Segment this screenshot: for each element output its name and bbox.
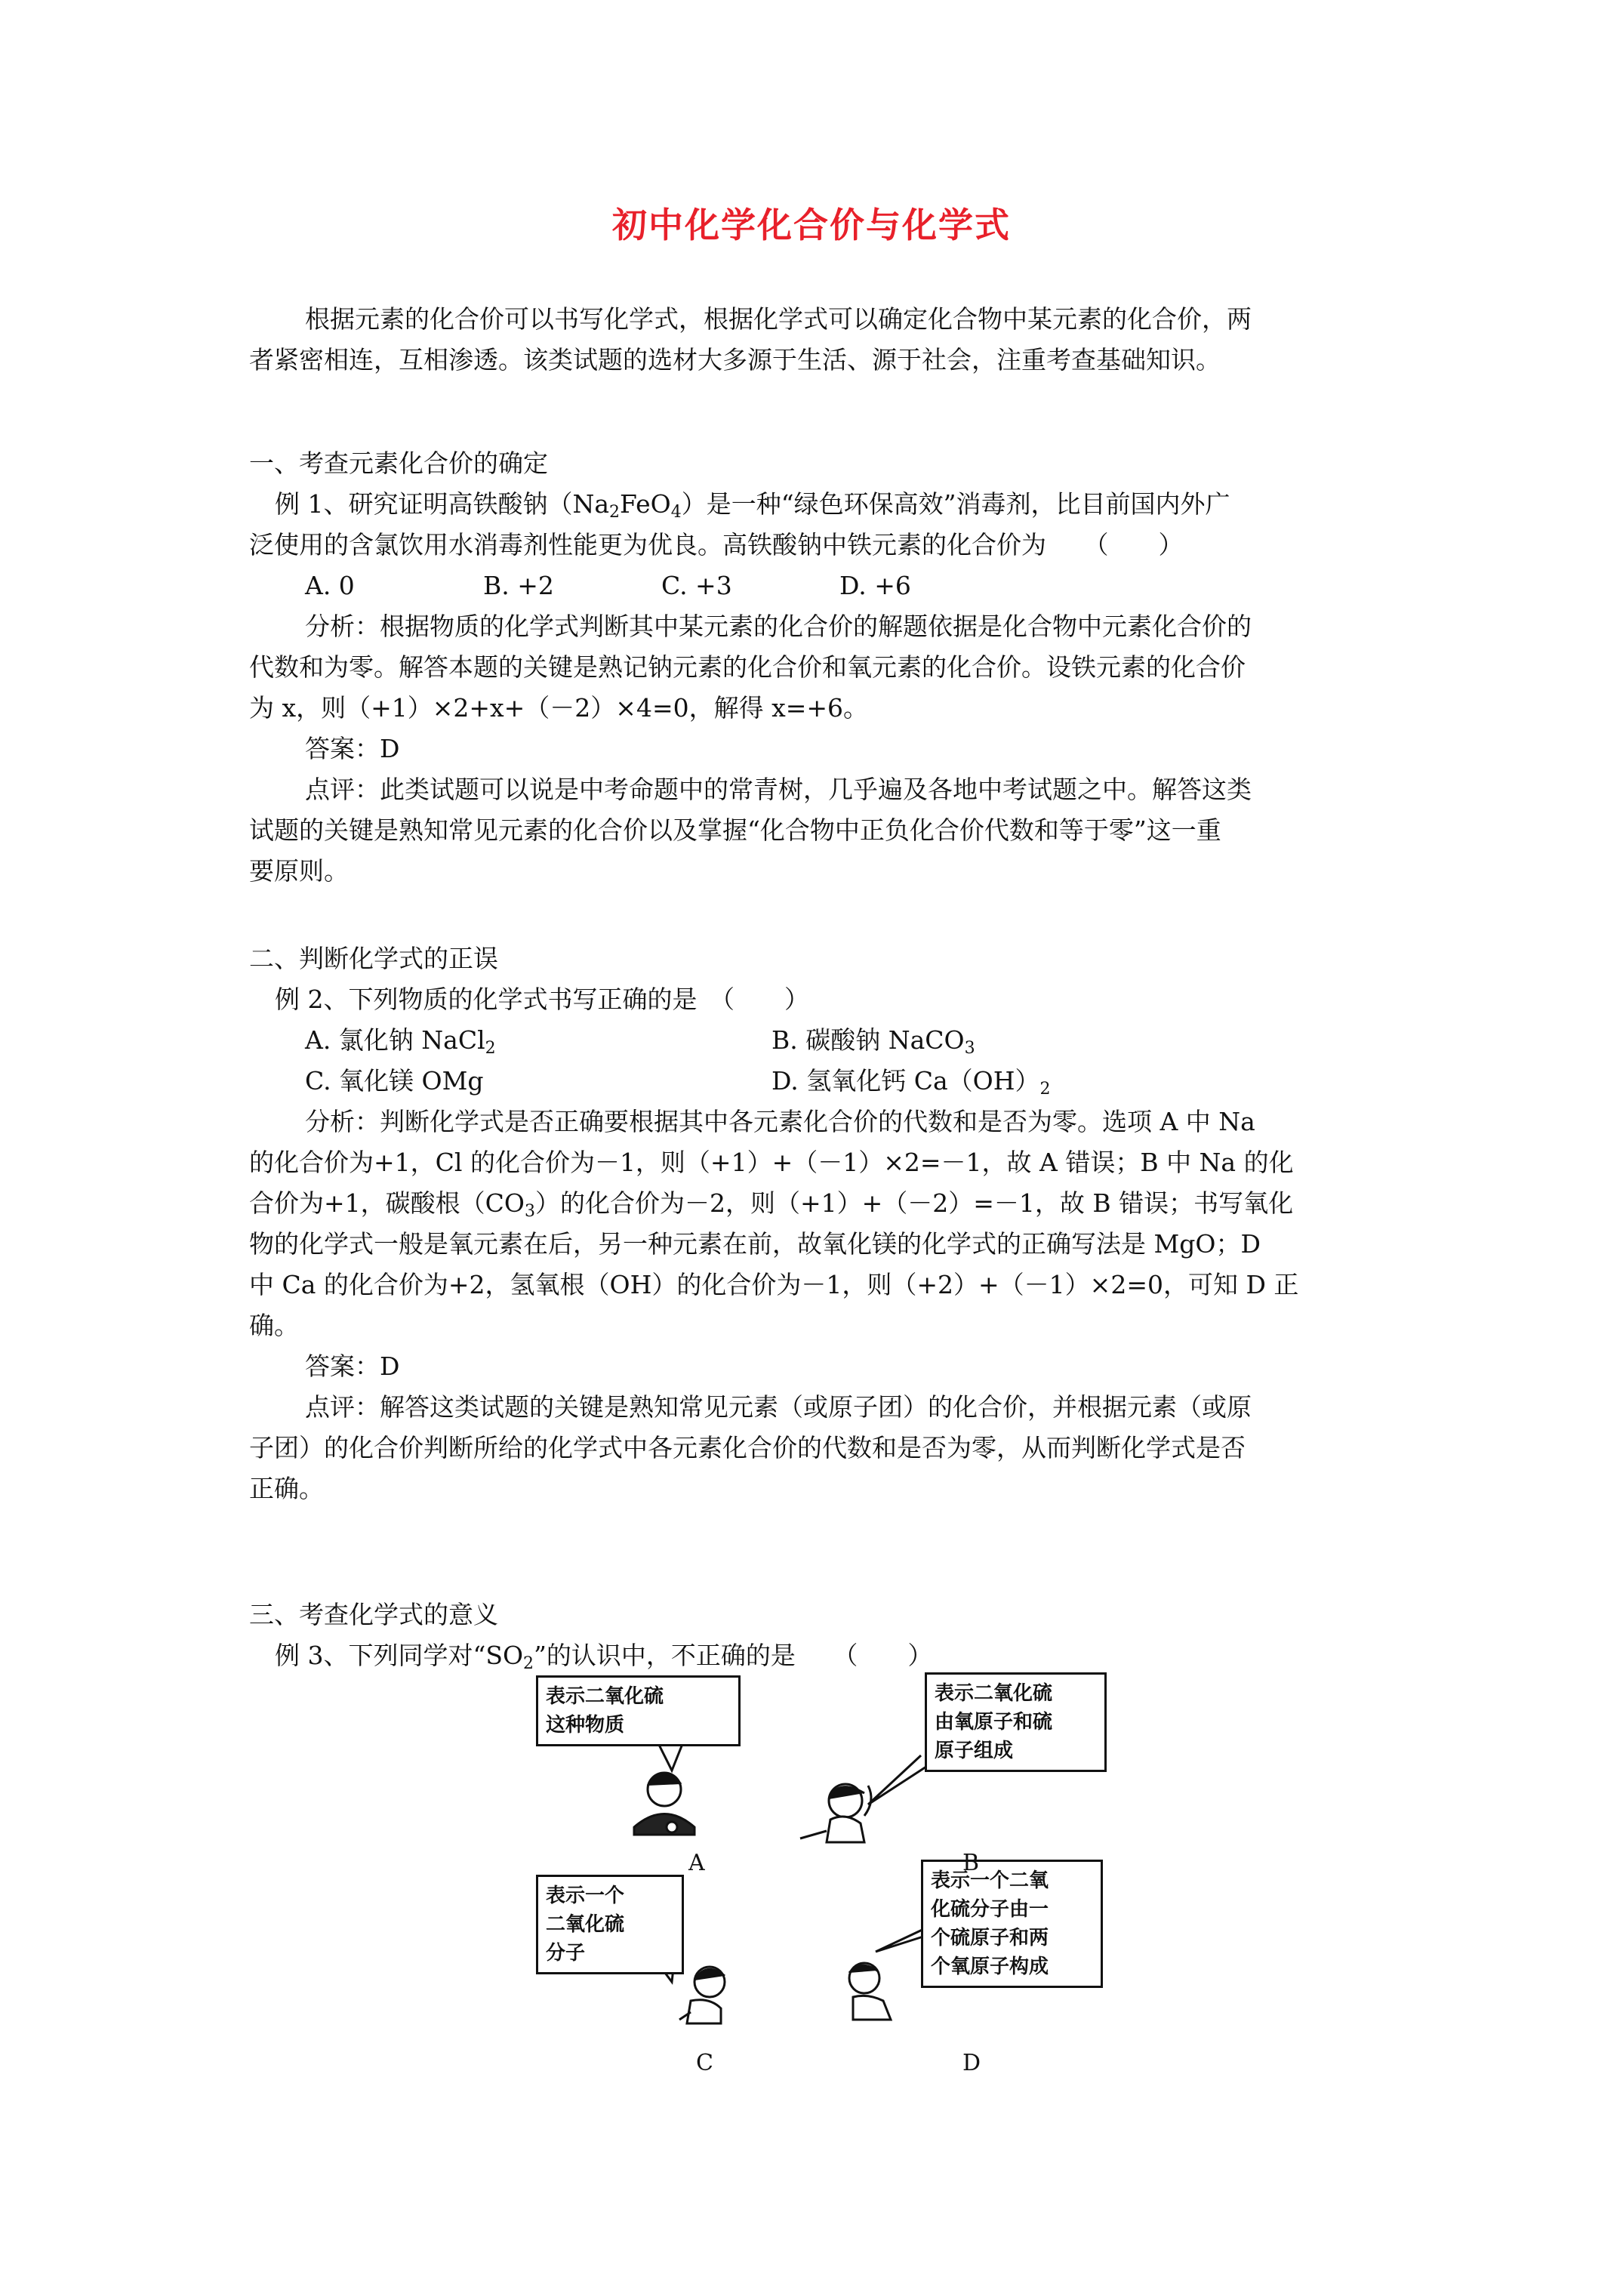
subscript: 4 (670, 503, 682, 522)
answer-line: 答案：D (305, 1351, 400, 1381)
section-1 (249, 443, 1389, 892)
option-a: A. 氯化钠 NaCl$_2$ (305, 1025, 496, 1058)
subscript: 3 (524, 1202, 535, 1221)
intro-line: 根据元素的化合价可以书写化学式，根据化学式可以确定化合物中某元素的化合价，两 (305, 304, 1252, 334)
student-d-icon (849, 1963, 891, 2020)
figure-label-b: B (962, 1850, 980, 1876)
analysis-line: 物的化学式一般是氧元素在后，另一种元素在前，故氧化镁的化学式的正确写法是 MgO；D (249, 1229, 1261, 1259)
answer-line: 答案：D (305, 734, 400, 763)
comment-line: 子团）的化合价判断所给的化学式中各元素化合价的代数和是否为零，从而判断化学式是否 (249, 1433, 1246, 1462)
option-c: C. +3 (661, 571, 732, 600)
analysis-line: 确。 (249, 1311, 299, 1340)
question-text: FeO (620, 489, 671, 519)
options-row (249, 566, 1389, 606)
subscript: 2 (609, 503, 621, 522)
subscript: 2 (485, 1039, 496, 1058)
subscript: 2 (523, 1654, 534, 1673)
speech-bubble-c: 表示一个 二氧化硫 分子 (536, 1875, 684, 1974)
student-c-icon (679, 1967, 725, 2023)
analysis-line: 合价为+1，碳酸根$(CO_3)$的化合价为－2，则（+1）+（－2）=－1，故 B 错误；书写氧化 (249, 1188, 1294, 1221)
section-heading: 二、判断化学式的正误 (249, 944, 498, 973)
options-row (249, 1061, 1389, 1102)
analysis-line: 分析：根据物质的化学式判断其中某元素的化合价的解题依据是化合物中元素化合价的 (305, 612, 1252, 641)
option-b: B. 碳酸钠 NaCO$_3$ (771, 1025, 975, 1058)
question-line: 例 2、下列物质的化学式书写正确的是 （ ） (275, 985, 809, 1014)
student-b-icon (800, 1784, 871, 1842)
intro-paragraph (249, 299, 1389, 381)
figure-label-c: C (696, 2050, 713, 2076)
question-line (249, 484, 1389, 525)
question-line: 泛使用的含氯饮用水消毒剂性能更为优良。高铁酸钠中铁元素的化合价为 （ ） (249, 530, 1184, 559)
options-row (249, 1020, 1389, 1061)
speech-bubble-b: 表示二氧化硫 由氧原子和硫 原子组成 (925, 1672, 1107, 1772)
subscript: 3 (964, 1039, 975, 1058)
comment-line: 试题的关键是熟知常见元素的化合价以及掌握“化合物中正负化合价代数和等于零”这一重 (249, 815, 1221, 845)
section-heading: 三、考查化学式的意义 (249, 1600, 498, 1629)
speech-bubble-d: 表示一个二氧 化硫分子由一 个硫原子和两 个氧原子构成 (921, 1860, 1103, 1988)
illustration-figure (521, 1665, 1095, 2088)
question-text: 例 1、研究证明高铁酸钠（Na (275, 489, 610, 519)
student-a-icon (634, 1773, 694, 1835)
analysis-line: 分析：判断化学式是否正确要根据其中各元素化合价的代数和是否为零。选项 A 中 Na (305, 1107, 1255, 1136)
comment-line: 点评：此类试题可以说是中考命题中的常青树，几乎遍及各地中考试题之中。解答这类 (305, 775, 1252, 804)
comment-line: 要原则。 (249, 856, 349, 886)
subscript: 2 (1039, 1080, 1051, 1099)
section-2 (249, 938, 1389, 1509)
section-3 (249, 1595, 1389, 1676)
analysis-line: 的化合价为+1，Cl 的化合价为－1，则（+1）+（－1）×2=－1，故 A 错误；B 中 Na 的化 (249, 1148, 1294, 1177)
figure-label-a: A (688, 1850, 705, 1876)
document-title: 初中化学化合价与化学式 (612, 205, 1011, 245)
option-d: D. 氢氧化钙 $Ca(OH)_2$ (771, 1066, 1051, 1099)
comment-line: 正确。 (249, 1474, 324, 1503)
option-a: A. 0 (305, 571, 355, 600)
option-c: C. 氧化镁 OMg (305, 1066, 484, 1096)
analysis-line: 代数和为零。解答本题的关键是熟记钠元素的化合价和氧元素的化合价。设铁元素的化合价 (249, 652, 1246, 682)
figure-label-d: D (962, 2050, 981, 2076)
comment-line: 点评：解答这类试题的关键是熟知常见元素（或原子团）的化合价，并根据元素（或原 (305, 1392, 1252, 1422)
analysis-line: 中 Ca 的化合价为+2，氢氧根（OH）的化合价为－1，则（+2）+（－1）×2=0，可知 D 正 (249, 1270, 1299, 1299)
option-b: B. +2 (483, 571, 554, 600)
speech-bubble-a: 表示二氧化硫 这种物质 (536, 1675, 741, 1746)
section-heading: 一、考查元素化合价的确定 (249, 448, 548, 478)
question-text: ）是一种“绿色环保高效”消毒剂，比目前国内外广 (681, 489, 1230, 519)
analysis-line: 为 x，则（+1）×2+x+（－2）×4=0，解得 x=+6。 (249, 693, 868, 723)
question-line: 例 3、下列同学对“$SO_2$”的认识中，不正确的是 （ ） (275, 1641, 933, 1673)
intro-line: 者紧密相连，互相渗透。该类试题的选材大多源于生活、源于社会，注重考查基础知识。 (249, 345, 1221, 374)
option-d: D. +6 (839, 571, 911, 600)
